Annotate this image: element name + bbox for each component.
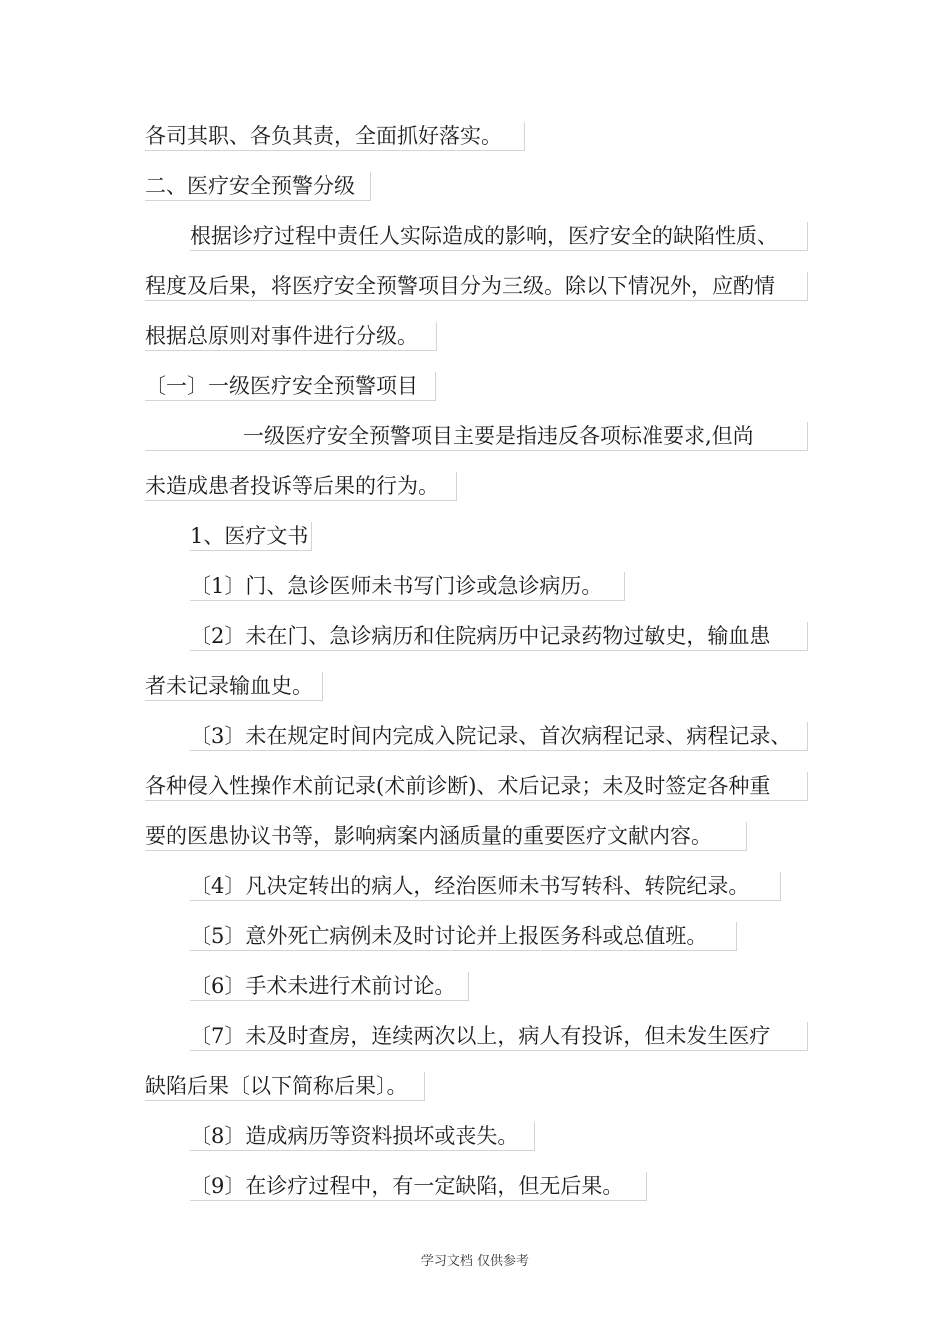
- item-7-line-2: 缺陷后果〔以下简称后果〕。: [145, 1072, 425, 1101]
- item-3-line-2: 各种侵入性操作术前记录(术前诊断)、术后记录；未及时签定各种重: [145, 772, 808, 801]
- item-8: 〔8〕造成病历等资料损坏或丧失。: [190, 1122, 535, 1151]
- text-line-1: 各司其职、各负其责，全面抓好落实。: [145, 122, 525, 151]
- section-heading-2: 二、医疗安全预警分级: [145, 172, 371, 201]
- text-line-7: 一级医疗安全预警项目主要是指违反各项标准要求,但尚: [145, 422, 808, 451]
- text-line-3: 根据诊疗过程中责任人实际造成的影响，医疗安全的缺陷性质、: [190, 222, 808, 251]
- item-4: 〔4〕凡决定转出的病人，经治医师未书写转科、转院纪录。: [190, 872, 781, 901]
- item-5: 〔5〕意外死亡病例未及时讨论并上报医务科或总值班。: [190, 922, 737, 951]
- text-line-5: 根据总原则对事件进行分级。: [145, 322, 437, 351]
- item-2-line-2: 者未记录输血史。: [145, 672, 323, 701]
- subsection-heading-1: 〔一〕一级医疗安全预警项目: [145, 372, 436, 401]
- item-3-line-1: 〔3〕未在规定时间内完成入院记录、首次病程记录、病程记录、: [190, 722, 808, 751]
- item-9: 〔9〕在诊疗过程中，有一定缺陷，但无后果。: [190, 1172, 647, 1201]
- item-7-line-1: 〔7〕未及时查房，连续两次以上，病人有投诉，但未发生医疗: [190, 1022, 808, 1051]
- item-1: 〔1〕门、急诊医师未书写门诊或急诊病历。: [190, 572, 625, 601]
- page-footer: 学习文档 仅供参考: [420, 1254, 530, 1269]
- item-3-line-3: 要的医患协议书等，影响病案内涵质量的重要医疗文献内容。: [145, 822, 747, 851]
- item-heading-1: 1、医疗文书: [190, 522, 312, 551]
- text-line-4: 程度及后果，将医疗安全预警项目分为三级。除以下情况外，应酌情: [145, 272, 808, 301]
- text-line-8: 未造成患者投诉等后果的行为。: [145, 472, 457, 501]
- item-2-line-1: 〔2〕未在门、急诊病历和住院病历中记录药物过敏史，输血患: [190, 622, 808, 651]
- item-6: 〔6〕手术未进行术前讨论。: [190, 972, 469, 1001]
